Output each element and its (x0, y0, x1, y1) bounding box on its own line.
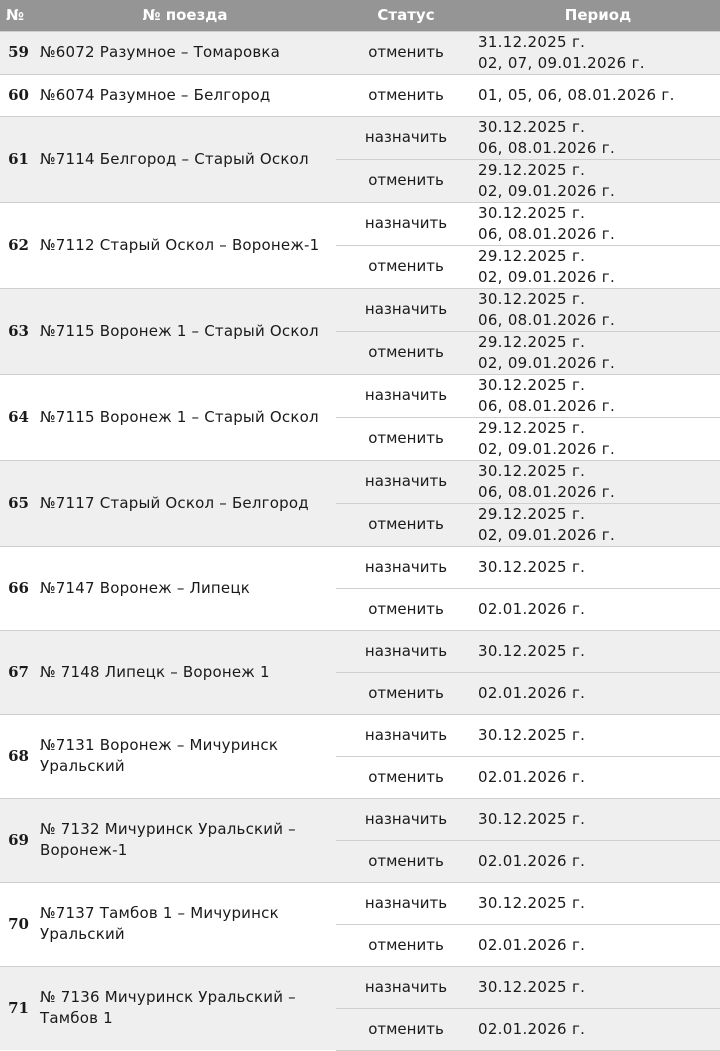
train-name: №7137 Тамбов 1 – Мичуринск Уральский (34, 882, 336, 966)
table-row (0, 630, 720, 672)
row-group (0, 966, 720, 1050)
status-cell: назначить (336, 798, 476, 840)
status-cell: отменить (336, 588, 476, 630)
row-group (0, 630, 720, 714)
row-group (0, 546, 720, 630)
table-row (0, 798, 720, 840)
status-cell: назначить (336, 288, 476, 331)
row-group (0, 798, 720, 882)
status-cell: отменить (336, 1008, 476, 1050)
header-num: № (6, 6, 25, 25)
row-number: 61 (0, 116, 34, 202)
period-cell: 02.01.2026 г. (476, 672, 720, 714)
period-cell: 31.12.2025 г. 02, 07, 09.01.2026 г. (476, 31, 720, 74)
row-number: 67 (0, 630, 34, 714)
status-cell: отменить (336, 31, 476, 74)
period-cell: 02.01.2026 г. (476, 588, 720, 630)
header-period: Период (564, 6, 632, 25)
status-cell: назначить (336, 460, 476, 503)
header-status: Статус (377, 6, 435, 25)
table-row (0, 74, 720, 116)
row-number: 69 (0, 798, 34, 882)
period-cell: 30.12.2025 г. (476, 966, 720, 1008)
table-row (0, 460, 720, 503)
status-cell: назначить (336, 546, 476, 588)
row-group (0, 202, 720, 288)
row-group (0, 374, 720, 460)
row-number: 59 (0, 31, 34, 74)
train-name: №6072 Разумное – Томаровка (34, 31, 336, 74)
period-cell: 01, 05, 06, 08.01.2026 г. (476, 74, 720, 116)
row-number: 71 (0, 966, 34, 1050)
row-group (0, 882, 720, 966)
period-cell: 29.12.2025 г. 02, 09.01.2026 г. (476, 245, 720, 288)
period-cell: 02.01.2026 г. (476, 924, 720, 966)
status-cell: назначить (336, 630, 476, 672)
train-name: №7147 Воронеж – Липецк (34, 546, 336, 630)
period-cell: 30.12.2025 г. 06, 08.01.2026 г. (476, 116, 720, 159)
status-cell: отменить (336, 74, 476, 116)
train-name: №7114 Белгород – Старый Оскол (34, 116, 336, 202)
row-number: 60 (0, 74, 34, 116)
period-cell: 30.12.2025 г. (476, 546, 720, 588)
row-number: 64 (0, 374, 34, 460)
row-group (0, 31, 720, 74)
row-number: 65 (0, 460, 34, 546)
status-cell: назначить (336, 202, 476, 245)
header-row (0, 0, 720, 31)
period-cell: 02.01.2026 г. (476, 1008, 720, 1050)
period-cell: 30.12.2025 г. 06, 08.01.2026 г. (476, 202, 720, 245)
row-group (0, 460, 720, 546)
status-cell: отменить (336, 331, 476, 374)
row-number: 68 (0, 714, 34, 798)
train-name: № 7148 Липецк – Воронеж 1 (34, 630, 336, 714)
table-row (0, 31, 720, 74)
status-cell: отменить (336, 924, 476, 966)
row-group (0, 74, 720, 116)
train-name: № 7136 Мичуринск Уральский – Тамбов 1 (34, 966, 336, 1050)
period-cell: 02.01.2026 г. (476, 840, 720, 882)
status-cell: назначить (336, 116, 476, 159)
table-row (0, 966, 720, 1008)
status-cell: назначить (336, 882, 476, 924)
period-cell: 30.12.2025 г. (476, 630, 720, 672)
row-number: 63 (0, 288, 34, 374)
period-cell: 29.12.2025 г. 02, 09.01.2026 г. (476, 159, 720, 202)
table-row (0, 374, 720, 417)
table-row (0, 546, 720, 588)
status-cell: отменить (336, 417, 476, 460)
period-cell: 30.12.2025 г. (476, 798, 720, 840)
status-cell: отменить (336, 159, 476, 202)
status-cell: отменить (336, 672, 476, 714)
period-cell: 29.12.2025 г. 02, 09.01.2026 г. (476, 417, 720, 460)
table-row (0, 288, 720, 331)
period-cell: 30.12.2025 г. 06, 08.01.2026 г. (476, 374, 720, 417)
table-row (0, 202, 720, 245)
table-row (0, 882, 720, 924)
train-name: №6074 Разумное – Белгород (34, 74, 336, 116)
period-cell: 02.01.2026 г. (476, 756, 720, 798)
row-group (0, 714, 720, 798)
train-name: №7117 Старый Оскол – Белгород (34, 460, 336, 546)
table-row (0, 116, 720, 159)
period-cell: 30.12.2025 г. (476, 714, 720, 756)
train-name: №7131 Воронеж – Мичуринск Уральский (34, 714, 336, 798)
period-cell: 29.12.2025 г. 02, 09.01.2026 г. (476, 331, 720, 374)
status-cell: отменить (336, 840, 476, 882)
status-cell: назначить (336, 374, 476, 417)
row-number: 70 (0, 882, 34, 966)
status-cell: отменить (336, 756, 476, 798)
train-name: №7112 Старый Оскол – Воронеж-1 (34, 202, 336, 288)
row-number: 62 (0, 202, 34, 288)
train-name: №7115 Воронеж 1 – Старый Оскол (34, 288, 336, 374)
period-cell: 30.12.2025 г. 06, 08.01.2026 г. (476, 460, 720, 503)
train-name: № 7132 Мичуринск Уральский – Воронеж-1 (34, 798, 336, 882)
table-header (0, 0, 720, 31)
period-cell: 30.12.2025 г. (476, 882, 720, 924)
row-group (0, 116, 720, 202)
period-cell: 30.12.2025 г. 06, 08.01.2026 г. (476, 288, 720, 331)
row-number: 66 (0, 546, 34, 630)
status-cell: отменить (336, 503, 476, 546)
row-group (0, 288, 720, 374)
status-cell: отменить (336, 245, 476, 288)
header-train: № поезда (142, 6, 228, 25)
status-cell: назначить (336, 714, 476, 756)
train-name: №7115 Воронеж 1 – Старый Оскол (34, 374, 336, 460)
table-row (0, 714, 720, 756)
status-cell: назначить (336, 966, 476, 1008)
period-cell: 29.12.2025 г. 02, 09.01.2026 г. (476, 503, 720, 546)
